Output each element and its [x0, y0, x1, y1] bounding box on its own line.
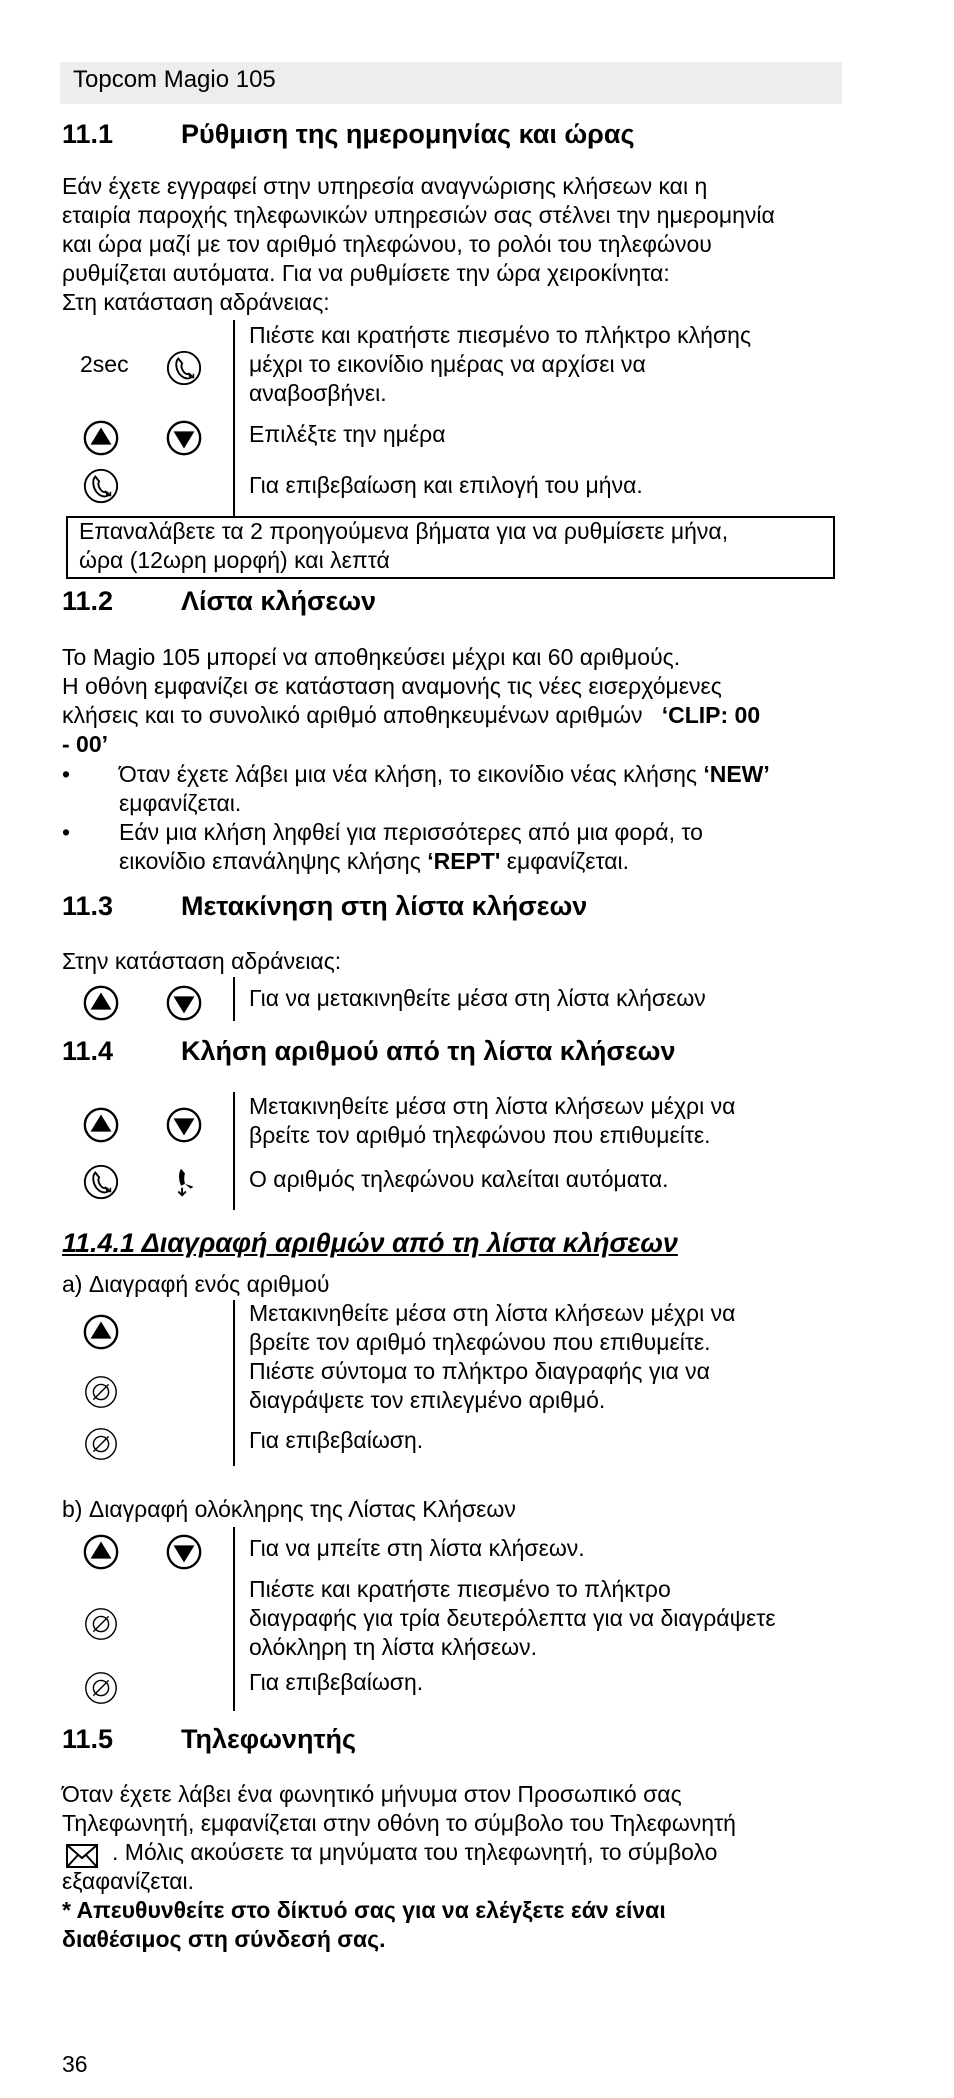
step-divider: [233, 1300, 235, 1466]
section-title: Ρύθμιση της ημερομηνίας και ώρας: [181, 119, 635, 149]
s11-3-intro: Στην κατάσταση αδράνειας:: [62, 948, 342, 974]
up-arrow-key-icon: [82, 419, 120, 457]
section-heading-11-3: [62, 889, 862, 923]
step-text: Για να μετακινηθείτε μέσα στη λίστα κλήσεων: [249, 985, 706, 1011]
section-number: 11.5: [62, 1724, 114, 1754]
step-text: Μετακινηθείτε μέσα στη λίστα κλήσεων μέχρι να βρείτε τον αριθμό τηλεφώνου που επιθυμείτε.: [249, 1093, 736, 1148]
paragraph-line: ρυθμίζεται αυτόματα. Για να ρυθμίσετε την ώρα χειροκίνητα:: [62, 260, 670, 286]
talk-key-icon: [165, 349, 203, 387]
bullet-item: Εάν μια κλήση ληφθεί για περισσότερες από μια φορά, το εικονίδιο επανάληψης κλήσης ‘REPT' εμφανίζεται.: [119, 819, 703, 874]
section-heading-11-2: [62, 584, 862, 618]
section-number: 11.2: [62, 586, 114, 616]
down-arrow-key-icon: [165, 1533, 203, 1571]
step-text: Για να μπείτε στη λίστα κλήσεων.: [249, 1535, 585, 1561]
step-text: Για επιβεβαίωση.: [249, 1427, 424, 1453]
section-title: Λίστα κλήσεων: [181, 586, 377, 616]
delete-key-icon: [82, 1669, 120, 1707]
down-arrow-key-icon: [165, 1106, 203, 1144]
up-arrow-key-icon: [82, 984, 120, 1022]
note-text: Επαναλάβετε τα 2 προηγούμενα βήματα για να ρυθμίσετε μήνα, ώρα (12ωρη μορφή) και λεπτά: [79, 518, 729, 573]
section-number: 11.4: [62, 1036, 114, 1066]
voicemail-envelope-icon: [65, 1843, 99, 1869]
talk-key-icon: [82, 1163, 120, 1201]
s11-1-paragraph: [62, 172, 775, 317]
step-divider: [233, 1527, 235, 1711]
talk-key-icon: [82, 467, 120, 505]
s11-5-paragraph: Όταν έχετε λάβει ένα φωνητικό μήνυμα στον Προσωπικό σας Τηλεφωνητή, εμφανίζεται στην οθόνη το σύμβολο του Τηλεφωνητή . Μόλις ακούσετε τα μηνύματα του τηλεφωνητή, το σύμβολο εξαφανίζεται. * Απευθυνθείτε στο δίκτυό σας για να ελέγξετε εάν είναι διαθέσιμος στη σύνδεσή σας.: [62, 1781, 736, 1952]
section-number: 11.3: [62, 891, 114, 921]
section-heading-11-5: [62, 1722, 862, 1756]
section-title: Τηλεφωνητής: [181, 1724, 357, 1754]
delete-key-icon: [82, 1605, 120, 1643]
sub-label-b: b) Διαγραφή ολόκληρης της Λίστας Κλήσεων: [62, 1496, 516, 1522]
hang-up-key-icon: [165, 1163, 203, 1201]
step-text: Για επιβεβαίωση.: [249, 1669, 424, 1695]
down-arrow-key-icon: [165, 419, 203, 457]
bullet-item: Όταν έχετε λάβει μια νέα κλήση, το εικονίδιο νέας κλήσης ‘NEW’ εμφανίζεται.: [119, 761, 770, 816]
section-number: 11.1: [62, 119, 114, 149]
up-arrow-key-icon: [82, 1313, 120, 1351]
step-text: Πιέστε σύντομα το πλήκτρο διαγραφής για να διαγράψετε τον επιλεγμένο αριθμό.: [249, 1358, 710, 1413]
delete-key-icon: [82, 1425, 120, 1463]
header-title: Topcom Magio 105: [73, 66, 276, 93]
section-title: Μετακίνηση στη λίστα κλήσεων: [181, 891, 588, 921]
s11-2-paragraph: Το Magio 105 μπορεί να αποθηκεύσει μέχρι και 60 αριθμούς. Η οθόνη εμφανίζει σε κατάσταση αναμονής τις νέες εισερχόμενες κλήσεις και το συνολικό αριθμό αποθηκευμένων αριθμών ‘CLIP: 00 - 00’: [62, 644, 761, 757]
sub-label-a: a) Διαγραφή ενός αριθμού: [62, 1271, 330, 1297]
down-arrow-key-icon: [165, 984, 203, 1022]
page-number: 36: [62, 2051, 88, 2077]
step-text: Πιέστε και κρατήστε πιεσμένο το πλήκτρο διαγραφής για τρία δευτερόλεπτα για να διαγράψετε ολόκληρη τη λίστα κλήσεων.: [249, 1576, 776, 1660]
subsection-heading-11-4-1: 11.4.1 Διαγραφή αριθμών από τη λίστα κλήσεων: [62, 1228, 678, 1258]
step-text: Επιλέξτε την ημέρα: [249, 421, 446, 447]
section-heading-11-1: [62, 117, 862, 151]
step-text: Ο αριθμός τηλεφώνου καλείται αυτόματα.: [249, 1166, 669, 1192]
up-arrow-key-icon: [82, 1106, 120, 1144]
paragraph-line: και ώρα μαζί με τον αριθμό τηλεφώνου, το ρολόι του τηλεφώνου: [62, 231, 712, 257]
hold-duration-label: 2sec: [80, 351, 129, 377]
paragraph-line: εταιρία παροχής τηλεφωνικών υπηρεσιών σας στέλνει την ημερομηνία: [62, 202, 775, 228]
up-arrow-key-icon: [82, 1533, 120, 1571]
step-text: Μετακινηθείτε μέσα στη λίστα κλήσεων μέχρι να βρείτε τον αριθμό τηλεφώνου που επιθυμείτε.: [249, 1300, 736, 1355]
step-divider: [233, 1092, 235, 1210]
bullet: •: [62, 819, 71, 845]
section-heading-11-4: [62, 1034, 862, 1068]
step-text: Για επιβεβαίωση και επιλογή του μήνα.: [249, 472, 643, 498]
paragraph-line: Στη κατάσταση αδράνειας:: [62, 289, 330, 315]
step-divider: [233, 320, 235, 516]
step-divider: [233, 977, 235, 1021]
bullet: •: [62, 761, 71, 787]
step-text: Πιέστε και κρατήστε πιεσμένο το πλήκτρο κλήσης μέχρι το εικονίδιο ημέρας να αρχίσει να αναβοσβήνει.: [249, 322, 752, 406]
section-title: Κλήση αριθμού από τη λίστα κλήσεων: [181, 1036, 676, 1066]
paragraph-line: Εάν έχετε εγγραφεί στην υπηρεσία αναγνώρισης κλήσεων και η: [62, 173, 708, 199]
delete-key-icon: [82, 1373, 120, 1411]
